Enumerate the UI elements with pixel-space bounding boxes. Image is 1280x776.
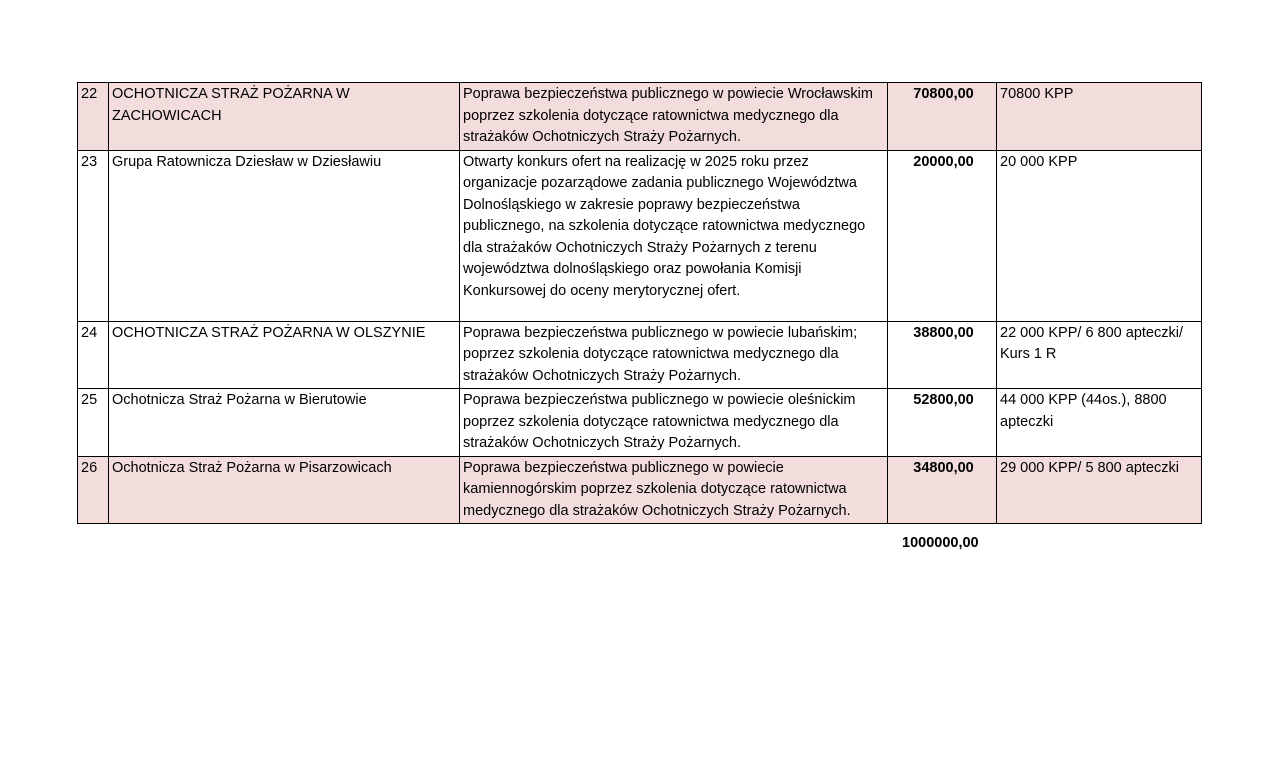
- grant-note: 44 000 KPP (44os.), 8800 apteczki: [997, 389, 1202, 457]
- table-row: [78, 321, 1202, 389]
- grant-amount: 34800,00: [888, 456, 997, 524]
- table-row: [78, 150, 1202, 321]
- grant-amount: 52800,00: [888, 389, 997, 457]
- task-description: Poprawa bezpieczeństwa publicznego w powiecie oleśnickim poprzez szkolenia dotyczące ratownictwa medycznego dla strażaków Ochotniczych Straży Pożarnych.: [460, 389, 888, 457]
- organization-name: Ochotnicza Straż Pożarna w Pisarzowicach: [109, 456, 460, 524]
- grant-note: 70800 KPP: [997, 83, 1202, 151]
- task-description: Otwarty konkurs ofert na realizację w 2025 roku przez organizacje pozarządowe zadania publicznego Województwa Dolnośląskiego w zakresie poprawy bezpieczeństwa publicznego, na szkolenia dotyczące ratownictwa medycznego dla strażaków Ochotniczych Straży Pożarnych z terenu województwa dolnośląskiego oraz powołania Komisji Konkursowej do oceny merytorycznej ofert.: [460, 150, 888, 321]
- grant-note: 22 000 KPP/ 6 800 apteczki/ Kurs 1 R: [997, 321, 1202, 389]
- row-number: 25: [78, 389, 109, 457]
- table-row: [78, 83, 1202, 151]
- row-number: 22: [78, 83, 109, 151]
- row-number: 24: [78, 321, 109, 389]
- grant-note: 20 000 KPP: [997, 150, 1202, 321]
- organization-name: Ochotnicza Straż Pożarna w Bierutowie: [109, 389, 460, 457]
- grant-amount: 70800,00: [888, 83, 997, 151]
- row-number: 26: [78, 456, 109, 524]
- organization-name: OCHOTNICZA STRAŻ POŻARNA W OLSZYNIE: [109, 321, 460, 389]
- row-number: 23: [78, 150, 109, 321]
- grant-amount: 20000,00: [888, 150, 997, 321]
- grants-table: [77, 82, 1202, 524]
- grant-note: 29 000 KPP/ 5 800 apteczki: [997, 456, 1202, 524]
- table-row: [78, 389, 1202, 457]
- grants-table-wrapper: [77, 82, 1202, 524]
- task-description: Poprawa bezpieczeństwa publicznego w powiecie Wrocławskim poprzez szkolenia dotyczące ratownictwa medycznego dla strażaków Ochotniczych Straży Pożarnych.: [460, 83, 888, 151]
- table-row: [78, 456, 1202, 524]
- organization-name: OCHOTNICZA STRAŻ POŻARNA W ZACHOWICACH: [109, 83, 460, 151]
- grand-total: 1000000,00: [902, 535, 979, 551]
- task-description: Poprawa bezpieczeństwa publicznego w powiecie kamiennogórskim poprzez szkolenia dotyczące ratownictwa medycznego dla strażaków Ochotniczych Straży Pożarnych.: [460, 456, 888, 524]
- grant-amount: 38800,00: [888, 321, 997, 389]
- organization-name: Grupa Ratownicza Dziesław w Dziesławiu: [109, 150, 460, 321]
- task-description: Poprawa bezpieczeństwa publicznego w powiecie lubańskim; poprzez szkolenia dotyczące ratownictwa medycznego dla strażaków Ochotniczych Straży Pożarnych.: [460, 321, 888, 389]
